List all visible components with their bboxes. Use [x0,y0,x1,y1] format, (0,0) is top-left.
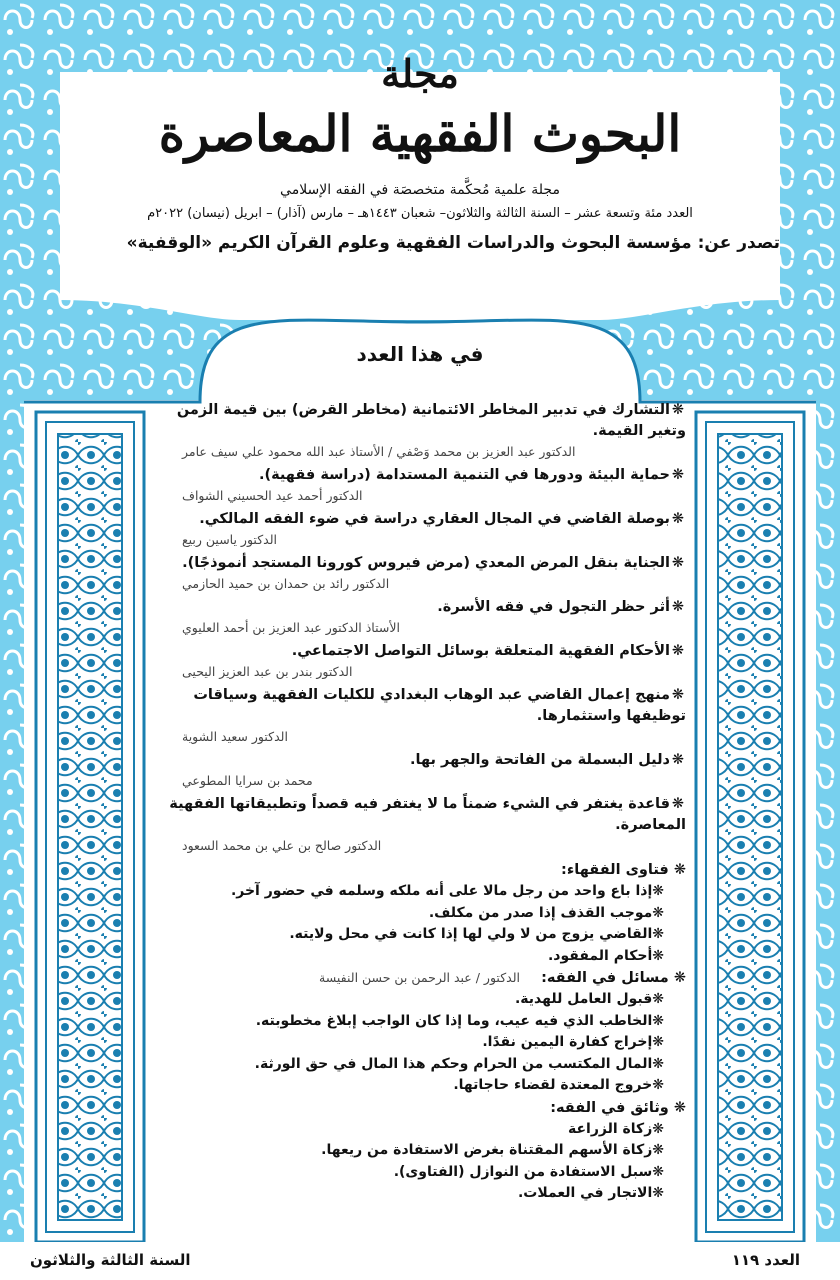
magazine-word: مجلة [381,51,459,96]
masail-author: الدكتور / عبد الرحمن بن حسن النفيسة [319,970,520,985]
article-title-text: منهج إعمال القاضي عبد الوهاب البغدادي للكليات الفقهية وسياقات توظيفها واستثمارها. [193,687,686,724]
magazine-title: البحوث الفقهية المعاصرة [158,104,682,163]
masail-item-text: خروج المعتدة لقضاء حاجاتها. [453,1077,653,1093]
fatawa-item-text: أحكام المفقود. [547,947,653,964]
bullet-star-icon: ❋ [652,1012,664,1029]
article-author: محمد بن سرايا المطوعي [182,773,313,788]
bullet-star-icon: ❋ [652,991,664,1007]
article-title [168,553,686,574]
fatawa-item-text: إذا باع واحد من رجل مالا على أنه ملكه وسلمه في حضور آخر. [230,883,653,899]
article-list [168,400,686,855]
masail-item-text: الخاطب الذي فيه عيب، وما إذا كان الواجب إبلاغ مخطوبته. [255,1012,653,1029]
article-title-text: حماية البيئة ودورها في التنمية المستدامة (دراسة فقهية). [258,467,670,483]
wathaiq-item-text: الاتجار في العملات. [517,1185,653,1201]
bullet-star-icon: ❋ [671,643,685,659]
wathaiq-item [168,1140,686,1162]
wathaiq-item [168,1183,686,1205]
article-title-text: قاعدة يغتفر في الشيء ضمناً ما لا يغتفر فيه قصداً وتطبيقاتها الفقهية المعاصرة. [169,796,686,833]
article-title [168,685,686,727]
bullet-star-icon: ❋ [673,862,686,878]
bullet-star-icon: ❋ [671,467,685,483]
article-title-text: الجناية بنقل المرض المعدي (مرض فيروس كورونا المستجد أنموذجًا). [182,555,670,571]
bullet-star-icon: ❋ [652,1077,664,1093]
masail-item [168,1054,686,1076]
masail-list [168,989,686,1097]
fatawa-item-text: موجب القذف إذا صدر من مكلف. [428,904,653,921]
masail-label: مسائل في الفقه: [541,970,669,986]
bullet-star-icon: ❋ [671,599,685,615]
bullet-star-icon: ❋ [652,1034,664,1050]
article-title-text: أثر حظر التجول في فقه الأسرة. [437,599,670,615]
article-title-text: بوصلة القاضي في المجال العقاري دراسة في ضوء الفقه المالكي. [199,511,670,527]
article-title-text: الأحكام الفقهية المتعلقة بوسائل التواصل الاجتماعي. [291,643,670,659]
article-author: الدكتور رائد بن حمدان بن حميد الحازمي [182,576,390,591]
bullet-star-icon: ❋ [671,402,685,418]
wathaiq-item [168,1162,686,1184]
fatawa-item [168,946,686,968]
article-author: الدكتور أحمد عيد الحسيني الشواف [182,488,363,503]
masail-section [168,967,686,989]
article-title-text: التشارك في تدبير المخاطر الائتمانية (مخاطر القرض) بين قيمة الزمن وتغير القيمة. [176,402,686,439]
masail-item [168,1011,686,1033]
bullet-star-icon: ❋ [673,970,686,986]
fatawa-item [168,924,686,946]
issue-info: العدد مئة وتسعة عشر – السنة الثالثة والثلاثون– شعبان ١٤٤٣هـ – مارس (آذار) – ابريل (نيسان) ٢٠٢٢م [147,206,693,221]
bullet-star-icon: ❋ [652,1120,664,1137]
fatawa-section [168,859,686,881]
bullet-star-icon: ❋ [671,752,685,768]
bullet-star-icon: ❋ [652,883,664,899]
article-title [168,641,686,662]
article-title [168,509,686,530]
wathaiq-list [168,1119,686,1205]
article-author: الدكتور عبد العزيز بن محمد وَصْفي / الأستاذ عبد الله محمود علي سيف عامر [182,444,576,459]
masail-item-text: المال المكتسب من الحرام وحكم هذا المال في حق الورثة. [254,1055,653,1072]
article-author: الدكتور صالح بن علي بن محمد السعود [182,838,382,853]
footer-year: السنة الثالثة والثلاثون [30,1251,191,1269]
bullet-star-icon: ❋ [671,687,685,703]
article-author: الدكتور سعيد الشوية [182,729,288,744]
wathaiq-item-text: زكاة الزراعة [567,1120,653,1137]
fatawa-label: فتاوى الفقهاء: [561,862,669,878]
contents-heading: في هذا العدد [356,342,484,366]
article-author: الأستاذ الدكتور عبد العزيز بن أحمد العليوي [182,620,400,635]
article-title-text: دليل البسملة من الفاتحة والجهر بها. [410,752,670,768]
fatawa-item [168,903,686,925]
wathaiq-section [168,1097,686,1119]
bullet-star-icon: ❋ [652,1163,664,1180]
table-of-contents [168,400,686,1205]
bullet-star-icon: ❋ [652,947,664,964]
masail-item-text: قبول العامل للهدية. [514,991,653,1007]
wathaiq-item-text: زكاة الأسهم المقتناة بغرض الاستفادة من ريعها. [321,1142,653,1158]
masail-item [168,1075,686,1097]
bullet-star-icon: ❋ [652,1055,664,1072]
bullet-star-icon: ❋ [671,555,685,571]
masail-item [168,989,686,1011]
fatawa-item [168,881,686,903]
bullet-star-icon: ❋ [652,1142,664,1158]
bullet-star-icon: ❋ [652,926,664,942]
article-title [168,750,686,771]
fatawa-list [168,881,686,967]
article-title [168,597,686,618]
wathaiq-item-text: سبل الاستفادة من النوازل (الفتاوى). [393,1163,653,1180]
article-title [168,794,686,836]
article-title [168,465,686,486]
footer-issue-number: العدد ١١٩ [731,1251,800,1269]
masail-item-text: إخراج كفارة اليمين نقدًا. [482,1034,653,1050]
article-author: الدكتور بندر بن عبد العزيز اليحيى [182,664,353,679]
bullet-star-icon: ❋ [652,904,664,921]
bullet-star-icon: ❋ [652,1185,664,1201]
masail-item [168,1032,686,1054]
wathaiq-item [168,1119,686,1141]
bullet-star-icon: ❋ [671,796,685,812]
fatawa-item-text: القاضي يزوج من لا ولي لها إذا كانت في محل ولايته. [289,926,653,942]
article-title [168,400,686,442]
bullet-star-icon: ❋ [671,511,685,527]
magazine-subtitle: مجلة علمية مُحكَّمة متخصصَة في الفقه الإسلامي [280,182,560,198]
wathaiq-label: وثائق في الفقه: [550,1099,669,1116]
bullet-star-icon: ❋ [673,1099,686,1116]
article-author: الدكتور ياسين ربيع [182,532,277,547]
publisher-line: تصدر عن: مؤسسة البحوث والدراسات الفقهية وعلوم القرآن الكريم «الوقفية» [126,233,780,253]
